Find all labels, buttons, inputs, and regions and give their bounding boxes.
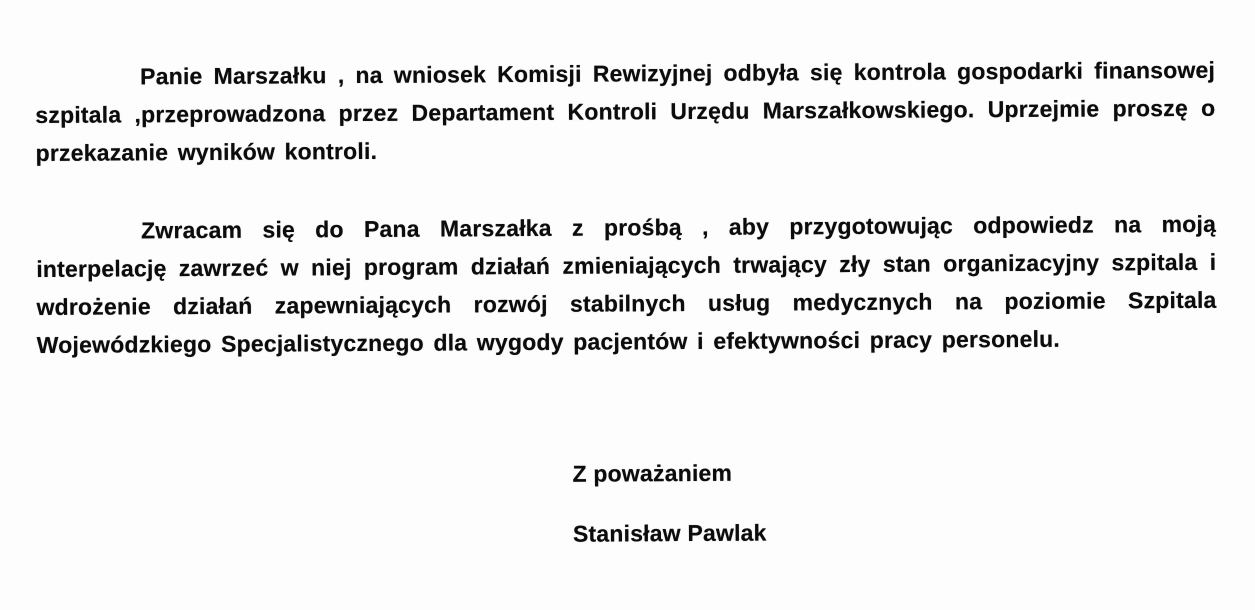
valediction: Z poważaniem [572, 459, 733, 487]
signature-name: Stanisław Pawlak [572, 519, 767, 547]
letter-body [35, 51, 1218, 556]
paragraph-1: Panie Marszałku , na wniosek Komisji Rewizyjnej odbyła się kontrola gospodarki finansowej szpitala ,przeprowadzona przez Departament Kontroli Urzędu Marszałkowskiego. Uprzejmie proszę o przekazanie wyników kontroli. [35, 56, 1216, 166]
paragraph-2: Zwracam się do Pana Marszałka z prośbą , aby przygotowując odpowiedz na moją interpelację zawrzeć w niej program działań zmieniających trwający zły stan organizacyjny szpitala i wdrożenie działań zapewniających rozwój stabilnych usług medycznych na poziomie Szpitala Wojewódzkiego Specjalistycznego dla wygody pacjentów i efektywności pracy personelu. [36, 210, 1217, 358]
closing-block [572, 451, 1218, 553]
